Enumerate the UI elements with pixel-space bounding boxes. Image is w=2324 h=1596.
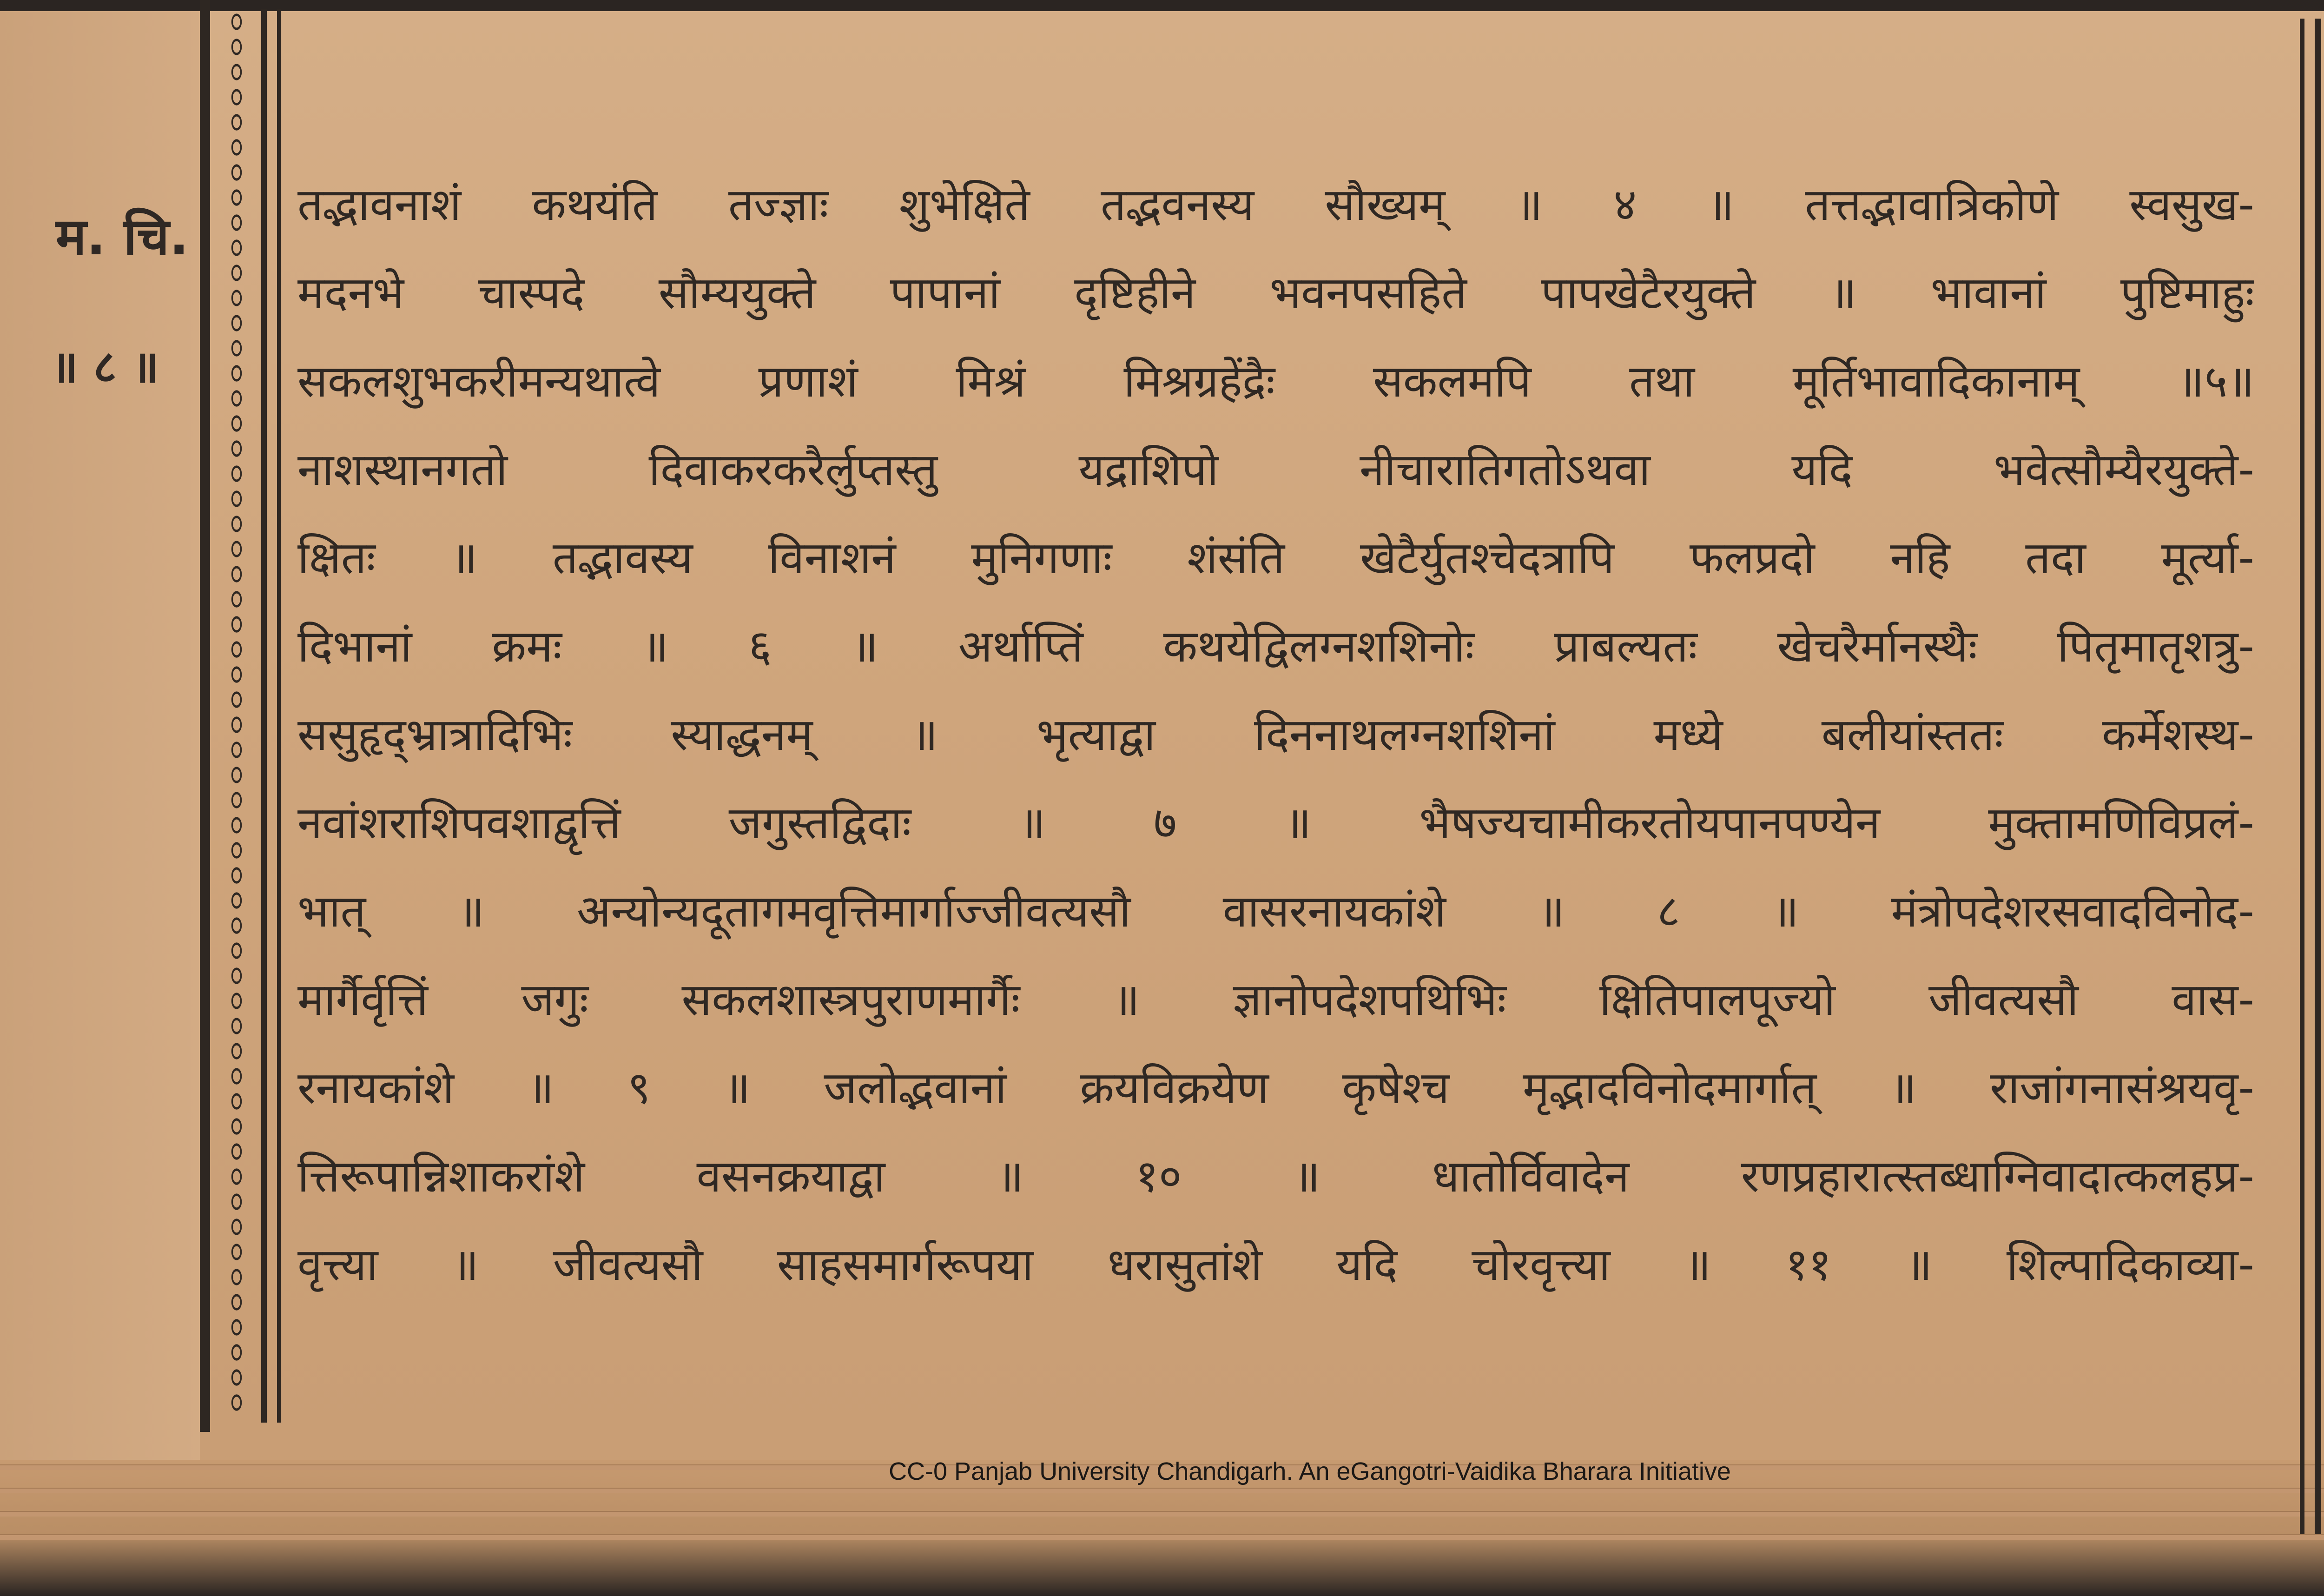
left-border-chain-ornament bbox=[229, 9, 244, 1413]
page-stack-edge bbox=[0, 1511, 2324, 1517]
text-line: दिभानां क्रमः ॥ ६ ॥ अर्थाप्तिं कथयेद्विलग्नशशिनोः प्राबल्यतः खेचरैर्मानस्थैः पितृमातृशत्रु- bbox=[297, 620, 2254, 672]
text-line: ससुहृद्भ्रात्रादिभिः स्याद्धनम् ॥ भृत्याद्वा दिननाथलग्नशशिनां मध्ये बलीयांस्ततः कर्मेशस्थ- bbox=[297, 709, 2254, 761]
left-border-rule-inner bbox=[261, 9, 267, 1423]
text-line: त्तिरूपान्निशाकरांशे वसनक्रयाद्वा ॥ १० ॥ धातोर्विवादेन रणप्रहारात्स्तब्धाग्निवादात्कलहप्र- bbox=[297, 1150, 2254, 1202]
right-border-rule-inner bbox=[2300, 19, 2304, 1534]
text-line: रनायकांशे ॥ ९ ॥ जलोद्भवानां क्रयविक्रयेण कृषेश्च मृद्भादविनोदमार्गात् ॥ राजांगनासंश्रयवृ- bbox=[297, 1062, 2254, 1114]
page-stack-edge bbox=[0, 1488, 2324, 1493]
left-border-rule-thin bbox=[277, 9, 281, 1423]
text-line: सकलशुभकरीमन्यथात्वे प्रणाशं मिश्रं मिश्रग्रहेंद्रैः सकलमपि तथा मूर्तिभावादिकानाम् ॥५॥ bbox=[297, 355, 2254, 407]
page-stack-edge bbox=[0, 1534, 2324, 1540]
right-border-rule bbox=[2315, 19, 2321, 1534]
text-line: भात् ॥ अन्योन्यदूतागमवृत्तिमार्गाज्जीवत्यसौ वासरनायकांशे ॥ ८ ॥ मंत्रोपदेशरसवादविनोद- bbox=[297, 885, 2254, 937]
text-line: मार्गैर्वृत्तिं जगुः सकलशास्त्रपुराणमार्गैः ॥ ज्ञानोपदेशपथिभिः क्षितिपालपूज्यो जीवत्यसौ वास- bbox=[297, 973, 2254, 1026]
text-line: क्षितः ॥ तद्भावस्य विनाशनं मुनिगणाः शंसंति खेटैर्युतश्चेदत्रापि फलप्रदो नहि तदा मूर्त्या- bbox=[297, 532, 2254, 584]
text-line: मदनभे चास्पदे सौम्ययुक्ते पापानां दृष्टिहीने भवनपसहिते पापखेटैरयुक्ते ॥ भावानां पुष्टिमाहुः bbox=[297, 267, 2254, 319]
left-border-rule-outer bbox=[200, 0, 210, 1432]
left-margin-title: म. चि. bbox=[56, 207, 189, 266]
text-line: नवांशराशिपवशाद्वृत्तिं जगुस्तद्विदाः ॥ ७ ॥ भैषज्यचामीकरतोयपानपण्येन मुक्तामणिविप्रलं- bbox=[297, 797, 2254, 849]
text-line: तद्भावनाशं कथयंति तज्ज्ञाः शुभेक्षिते तद्भवनस्य सौख्यम् ॥ ४ ॥ तत्तद्भावात्रिकोणे स्वसुख- bbox=[297, 179, 2254, 231]
archive-credit-footer: CC-0 Panjab University Chandigarh. An eGangotri-Vaidika Bharara Initiative bbox=[889, 1457, 1731, 1485]
text-line: नाशस्थानगतो दिवाकरकरैर्लुप्तस्तु यद्राशिपो नीचारातिगतोऽथवा यदि भवेत्सौम्यैरयुक्ते- bbox=[297, 444, 2254, 496]
left-margin-page-number: ॥ ८ ॥ bbox=[51, 341, 159, 393]
verse-text-block bbox=[297, 167, 2254, 1330]
text-line: वृत्त्या ॥ जीवत्यसौ साहसमार्गरूपया धरासुतांशे यदि चोरवृत्त्या ॥ ११ ॥ शिल्पादिकाव्या- bbox=[297, 1238, 2254, 1291]
